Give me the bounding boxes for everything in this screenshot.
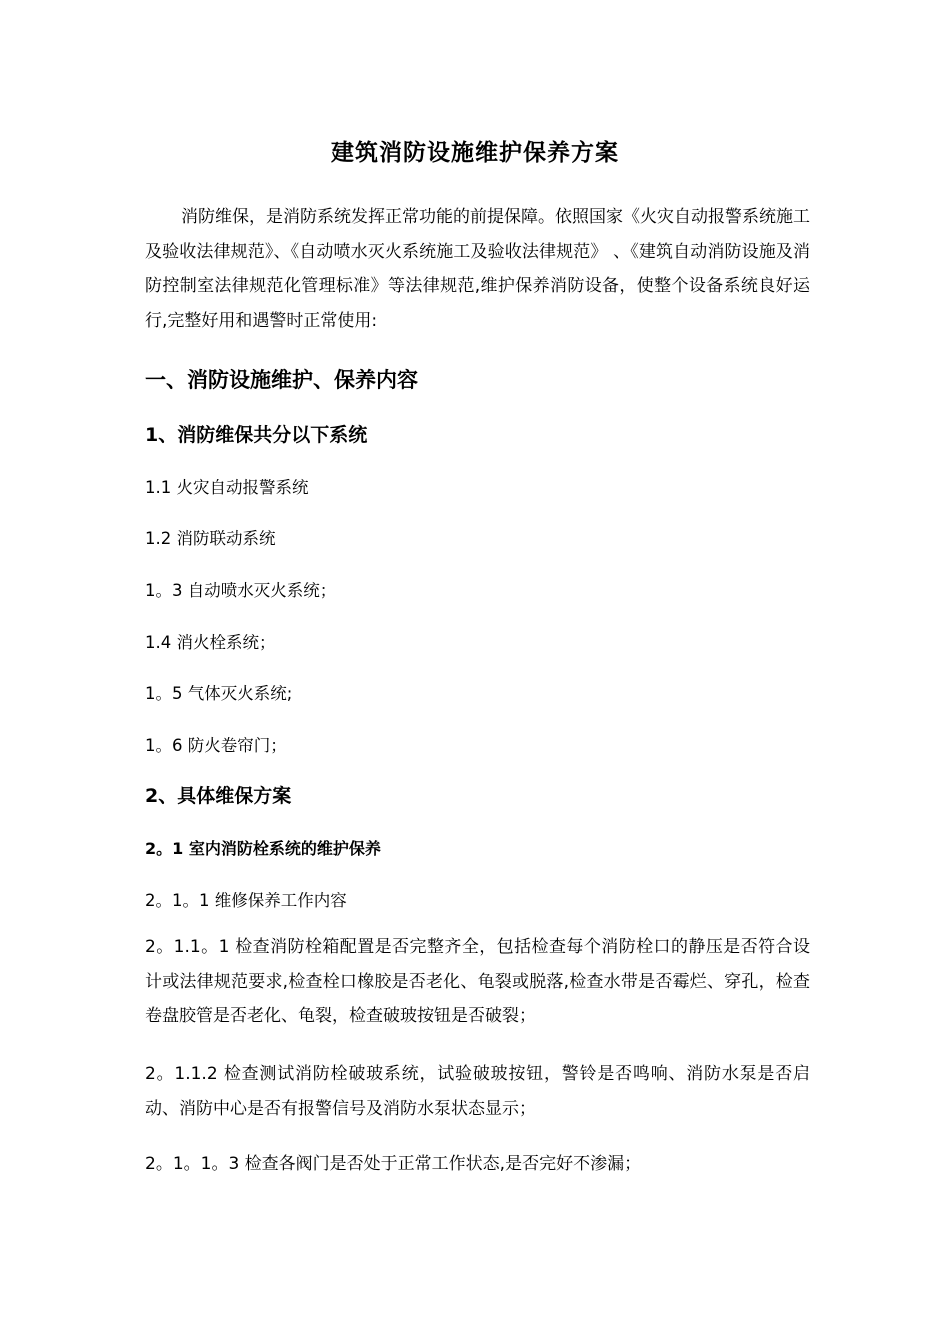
sub-heading-2-1-1: 2。1。1 维修保养工作内容 (145, 891, 347, 910)
system-item-1: 1.1 火灾自动报警系统 (145, 478, 309, 497)
subsection-heading-1: 1、消防维保共分以下系统 (145, 424, 368, 446)
system-item-5: 1。5 气体灭火系统; (145, 684, 293, 703)
system-item-4: 1.4 消火栓系统； (145, 633, 276, 652)
system-item-6: 1。6 防火卷帘门； (145, 736, 287, 755)
system-item-3: 1。3 自动喷水灭火系统； (145, 581, 337, 600)
sub-heading-2-1: 2。1 室内消防栓系统的维护保养 (145, 839, 381, 858)
maintenance-paragraph-2: 2。1.1.2 检查测试消防栓破玻系统，试验破玻按钮，警铃是否鸣响、消防水泵是否启动、消防中心是否有报警信号及消防水泵状态显示； (145, 1064, 810, 1119)
maintenance-paragraph-3: 2。1。1。3 检查各阀门是否处于正常工作状态,是否完好不渗漏； (145, 1154, 642, 1174)
system-item-2: 1.2 消防联动系统 (145, 529, 276, 548)
intro-paragraph: 消防维保，是消防系统发挥正常功能的前提保障。依照国家《火灾自动报警系统施工及验收法律规范》、《自动喷水灭火系统施工及验收法律规范》 、《建筑自动消防设施及消防控制室法律规范化管理标准》等法律规范,维护保养消防设备，使整个设备系统良好运行,完整好用和遇警时正常使用: (145, 207, 810, 331)
document-title: 建筑消防设施维护保养方案 (331, 140, 619, 166)
subsection-heading-2: 2、具体维保方案 (145, 785, 292, 807)
maintenance-paragraph-1: 2。1.1。1 检查消防栓箱配置是否完整齐全，包括检查每个消防栓口的静压是否符合设计或法律规范要求,检查栓口橡胶是否老化、龟裂或脱落,检查水带是否霉烂、穿孔，检查卷盘胶管是否老化、龟裂，检查破玻按钮是否破裂； (145, 937, 810, 1026)
section-heading-1: 一、消防设施维护、保养内容 (145, 368, 418, 392)
